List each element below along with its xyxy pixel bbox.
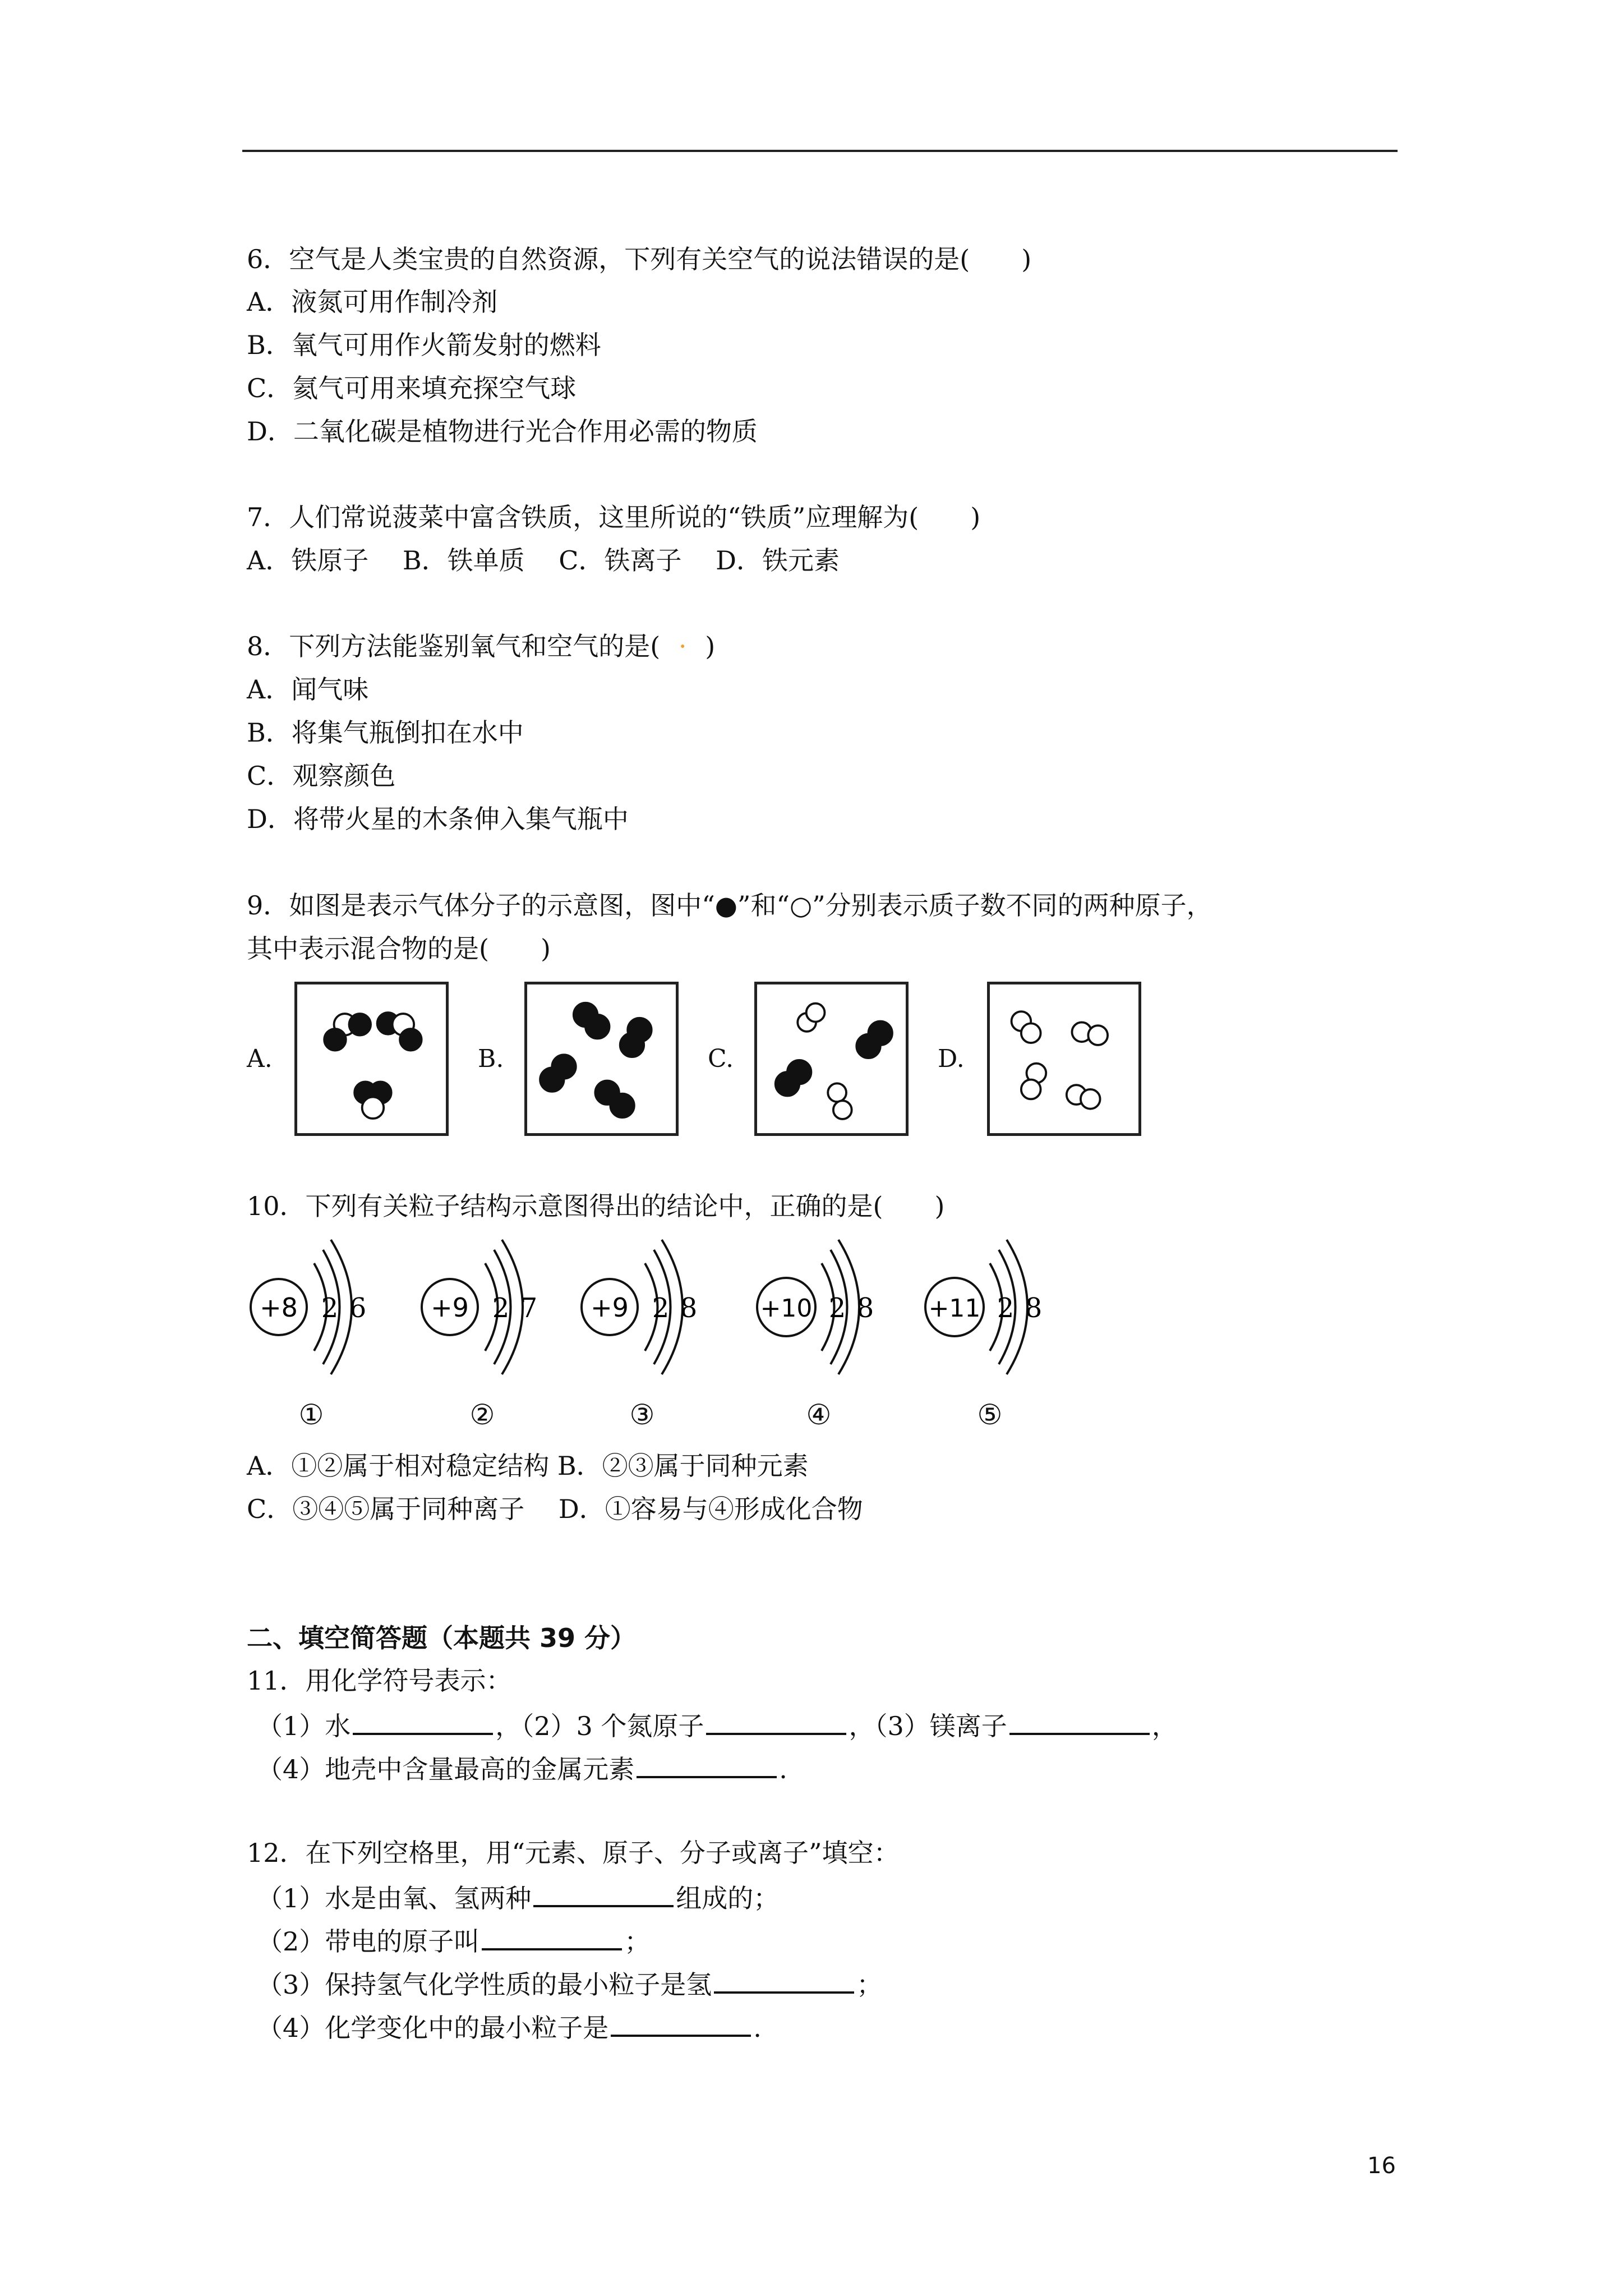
section2-heading: 二、填空简答题（本题共 39 分） — [247, 1623, 637, 1653]
q8-option-b: B．将集气瓶倒扣在水中 — [247, 717, 524, 748]
q11-line1 — [257, 1707, 1178, 1743]
q9-figure-b — [524, 982, 679, 1136]
atom4-shell1: 2 — [828, 1292, 846, 1324]
q11-blank-4[interactable] — [637, 1750, 777, 1778]
atom4-nucleus: +10 — [760, 1294, 813, 1323]
q12-item2-text: （2）带电的原子叫 — [257, 1926, 480, 1957]
atom1-nucleus: +8 — [260, 1292, 298, 1323]
q12-blank-4[interactable] — [611, 2009, 751, 2037]
q9-label-c: C. — [708, 1045, 734, 1073]
q11-blank-1[interactable] — [353, 1707, 493, 1735]
q11-blank-2[interactable] — [706, 1707, 846, 1735]
q7-stem: 7．人们常说菠菜中富含铁质，这里所说的“铁质”应理解为( ) — [247, 502, 981, 532]
q9-label-b: B. — [478, 1045, 504, 1073]
q8-option-d: D．将带火星的木条伸入集气瓶中 — [247, 804, 629, 834]
atom-diagram-3 — [578, 1234, 723, 1380]
q9-figure-d — [987, 982, 1141, 1136]
q11-stem: 11．用化学符号表示： — [247, 1665, 512, 1696]
q12-stem: 12．在下列空格里，用“元素、原子、分子或离子”填空： — [247, 1838, 900, 1868]
atom5-label: ⑤ — [977, 1398, 1003, 1431]
q8-stem — [247, 629, 715, 663]
q11-line2 — [257, 1750, 787, 1786]
q9-label-a: A. — [247, 1045, 273, 1073]
q6-option-a: A．液氮可用作制冷剂 — [247, 287, 498, 317]
q12-item4-end: . — [753, 2013, 762, 2043]
q8-option-a: A．闻气味 — [247, 674, 369, 705]
atom1-shell1: 2 — [321, 1292, 339, 1324]
q12-blank-3[interactable] — [714, 1966, 854, 1994]
atom1-label: ① — [298, 1398, 324, 1431]
atom4-label: ④ — [806, 1398, 832, 1431]
q12-item2-end: ； — [624, 1926, 651, 1957]
atom2-label: ② — [469, 1398, 495, 1431]
atom2-nucleus: +9 — [431, 1292, 469, 1323]
q9-stem-line2: 其中表示混合物的是( ) — [247, 933, 551, 964]
q8-option-c: C．观察颜色 — [247, 761, 396, 791]
q8-stem-text: 8．下列方法能鉴别氧气和空气的是( — [247, 631, 661, 661]
q10-options-line2: C．③④⑤属于同种离子 D．①容易与④形成化合物 — [247, 1494, 863, 1524]
q7-options: A．铁原子 B．铁单质 C．铁离子 D．铁元素 — [247, 545, 840, 576]
atom-diagram-2 — [418, 1234, 564, 1380]
q12-item1-text: （1）水是由氧、氢两种 — [257, 1883, 532, 1913]
q12-item3 — [257, 1966, 882, 2001]
q11-part2: ，（2）3 个氮原子 — [495, 1711, 704, 1741]
q9-label-d: D. — [938, 1045, 965, 1073]
q12-blank-2[interactable] — [482, 1922, 622, 1950]
page-number: 16 — [1367, 2153, 1396, 2179]
atom2-shell1: 2 — [492, 1292, 510, 1324]
atom4-shell2: 8 — [856, 1292, 874, 1324]
q11-part4-end: . — [779, 1754, 787, 1784]
q12-item4-text: （4）化学变化中的最小粒子是 — [257, 2013, 609, 2043]
atom-diagram-4 — [751, 1234, 897, 1380]
q11-part1: （1）水 — [257, 1711, 351, 1741]
atom5-shell1: 2 — [997, 1292, 1015, 1324]
q12-item3-text: （3）保持氢气化学性质的最小粒子是氢 — [257, 1970, 712, 2000]
atom-diagram-1 — [247, 1234, 393, 1380]
q6-option-b: B．氧气可用作火箭发射的燃料 — [247, 330, 601, 360]
q12-item1-end: 组成的； — [676, 1883, 780, 1913]
header-rule — [242, 150, 1398, 152]
q12-item2 — [257, 1922, 650, 1958]
q11-part4: （4）地壳中含量最高的金属元素 — [257, 1754, 635, 1784]
q6-stem: 6．空气是人类宝贵的自然资源，下列有关空气的说法错误的是( ) — [247, 244, 1032, 274]
q12-item4 — [257, 2009, 762, 2045]
q9-stem-line1: 9．如图是表示气体分子的示意图，图中“●”和“○”分别表示质子数不同的两种原子， — [247, 890, 1212, 921]
q6-option-c: C．氦气可用来填充探空气球 — [247, 373, 577, 403]
q11-part3: ，（3）镁离子 — [849, 1711, 1007, 1741]
atom5-shell2: 8 — [1025, 1292, 1043, 1324]
q10-stem: 10．下列有关粒子结构示意图得出的结论中，正确的是( ) — [247, 1191, 945, 1221]
q8-stem-dot: · — [678, 631, 687, 661]
q11-part3-end: ， — [1151, 1711, 1178, 1741]
atom5-nucleus: +11 — [928, 1294, 981, 1323]
atom3-shell2: 8 — [680, 1292, 698, 1324]
atom2-shell2: 7 — [520, 1292, 538, 1324]
q6-option-d: D．二氧化碳是植物进行光合作用必需的物质 — [247, 416, 758, 447]
atom3-shell1: 2 — [652, 1292, 670, 1324]
q11-blank-3[interactable] — [1009, 1707, 1150, 1735]
q12-item1 — [257, 1879, 779, 1915]
q8-stem-close: ) — [705, 631, 716, 661]
q10-options-line1: A．①②属于相对稳定结构 B．②③属于同种元素 — [247, 1451, 809, 1481]
q9-figure-c — [754, 982, 909, 1136]
atom3-nucleus: +9 — [591, 1292, 629, 1323]
atom-diagram-5 — [920, 1234, 1066, 1380]
q12-blank-1[interactable] — [533, 1879, 674, 1907]
atom1-shell2: 6 — [349, 1292, 367, 1324]
atom3-label: ③ — [629, 1398, 655, 1431]
q12-item3-end: ； — [856, 1970, 883, 2000]
q9-figure-a — [294, 982, 449, 1136]
